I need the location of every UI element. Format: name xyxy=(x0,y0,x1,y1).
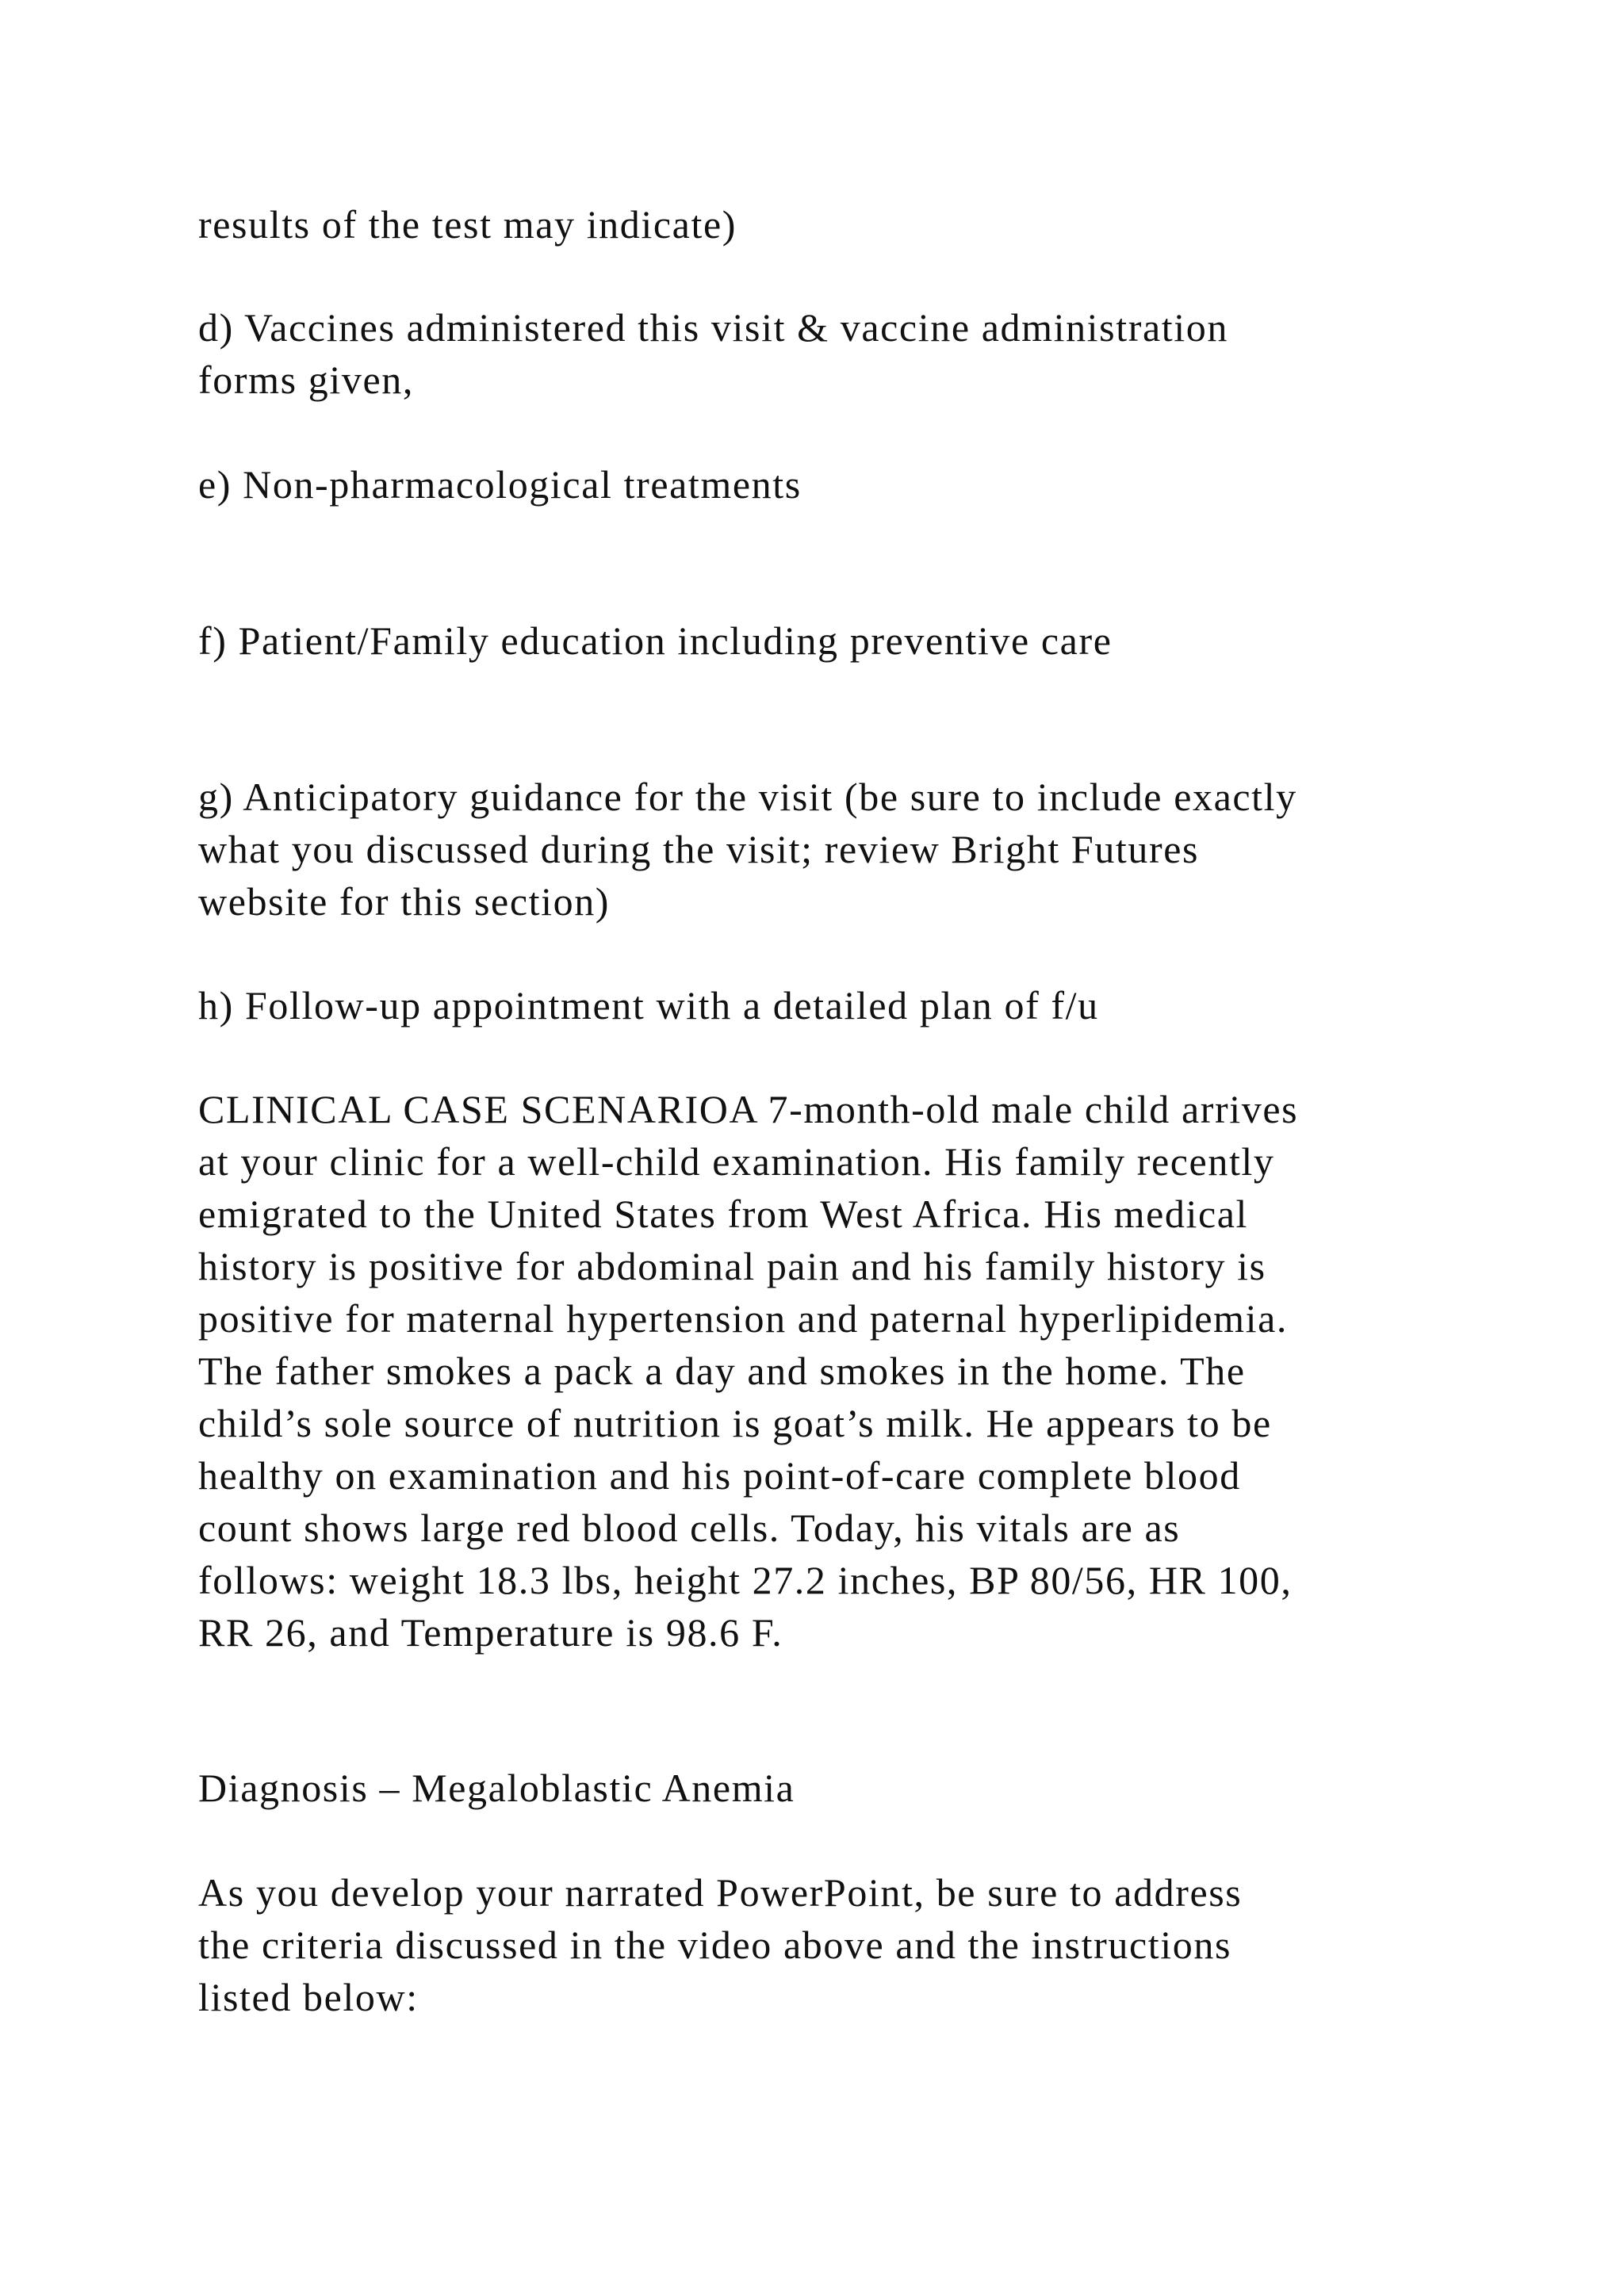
text-line: emigrated to the United States from West Africa. His medical xyxy=(198,1192,1249,1236)
text-line: CLINICAL CASE SCENARIOA 7-month-old male child arrives xyxy=(198,1087,1299,1131)
text-line: healthy on examination and his point-of-care complete blood xyxy=(198,1453,1241,1498)
diagnosis-line: Diagnosis – Megaloblastic Anemia xyxy=(198,1766,795,1810)
text-line: count shows large red blood cells. Today, his vitals are as xyxy=(198,1506,1181,1550)
text-line: listed below: xyxy=(198,1975,419,2019)
text-line: f) Patient/Family education including preventive care xyxy=(198,618,1113,663)
text-line: e) Non-pharmacological treatments xyxy=(198,462,802,507)
text-line: The father smokes a pack a day and smokes in the home. The xyxy=(198,1349,1246,1393)
text-line: what you discussed during the visit; review Bright Futures xyxy=(198,827,1200,871)
text-line: g) Anticipatory guidance for the visit (be sure to include exactly xyxy=(198,775,1297,819)
text-line: child’s sole source of nutrition is goat’s milk. He appears to be xyxy=(198,1401,1272,1445)
text-line: follows: weight 18.3 lbs, height 27.2 inches, BP 80/56, HR 100, xyxy=(198,1558,1293,1602)
text-line: at your clinic for a well-child examination. His family recently xyxy=(198,1139,1275,1184)
text-line: d) Vaccines administered this visit & vaccine administration xyxy=(198,305,1228,350)
text-line: RR 26, and Temperature is 98.6 F. xyxy=(198,1610,783,1655)
text-line: history is positive for abdominal pain and his family history is xyxy=(198,1244,1266,1288)
text-line: the criteria discussed in the video above and the instructions xyxy=(198,1923,1232,1967)
text-line: results of the test may indicate) xyxy=(198,202,737,247)
text-line: h) Follow-up appointment with a detailed plan of f/u xyxy=(198,983,1099,1027)
text-line: positive for maternal hypertension and paternal hyperlipidemia. xyxy=(198,1296,1288,1341)
text-line: forms given, xyxy=(198,358,414,402)
text-line: As you develop your narrated PowerPoint, be sure to address xyxy=(198,1870,1243,1915)
text-line: website for this section) xyxy=(198,879,611,924)
